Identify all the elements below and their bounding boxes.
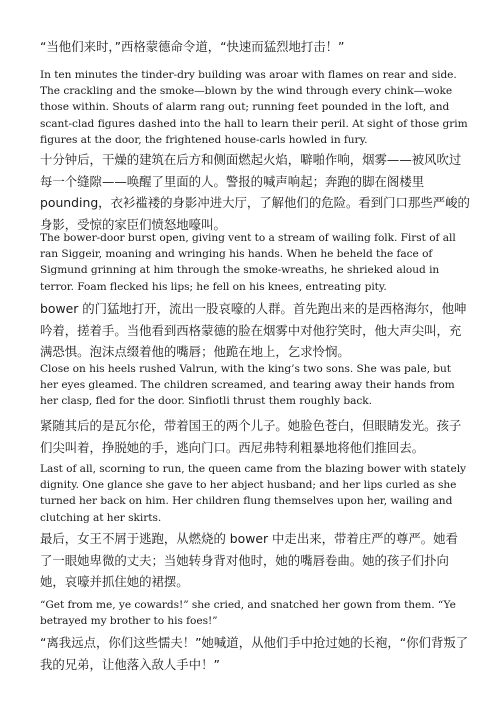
paragraph-zh-3: bower 的门猛地打开，流出一股哀嚎的人群。首先跑出来的是西格海尔，他呻吟着，搓着手。当他看到西格蒙德的脸在烟雾中对他狞笑时，他大声尖叫，充满恐惧。泡沫点缀着他的嘴唇；他跪在地上，乞求怜悯。: [40, 301, 467, 360]
paragraph-zh-5: 最后，女王不屑于逃跑，从燃烧的 bower 中走出来，带着庄严的尊严。她看了一眼她卑微的丈夫；当她转身背对他时，她的嘴唇卷曲。她的孩子们扑向她，哀嚎并抓住她的裙摆。: [40, 531, 458, 590]
paragraph-en-1: In ten minutes the tinder-dry building was aroar with flames on rear and side. The crackling and the smoke—blown by the wind through every chink—woke those within. Shouts of alarm rang out; running feet pounded in the loft, and scant-clad figures dashed into the hall to learn their peril. At sight of those grim figures at the door, the frightened house-carls howled in fury.: [40, 69, 468, 146]
paragraph-en-3: Close on his heels rushed Valrun, with the king’s two sons. She was pale, but her eyes gleamed. The children screamed, and tearing away their hands from her clasp, fled for the door. Sinfiotli thrust them roughly back.: [40, 363, 455, 408]
paragraph-zh-6: “离我远点，你们这些懦夫！”她喊道，从他们手中抢过她的长袍，“你们背叛了我的兄弟，让他落入敌人手中！”: [40, 635, 469, 672]
paragraph-en-2: The bower-door burst open, giving vent to a stream of wailing folk. First of all ran Siggeir, moaning and wringing his hands. When he beheld the face of Sigmund grinning at him through the smoke-wreaths, he shrieked aloud in terror. Foam flecked his lips; he fell on his knees, entreating pity.: [40, 232, 456, 293]
paragraph-en-4: Last of all, scorning to run, the queen came from the blazing bower with stately dignity. One glance she gave to her abject husband; and her lips curled as she turned her back on him. Her children flung themselves upon her, wailing and clutching at her skirts.: [40, 463, 466, 524]
paragraph-zh-2: 十分钟后，干燥的建筑在后方和侧面燃起火焰，噼啪作响，烟雾——被风吹过每一个缝隙——唤醒了里面的人。警报的喊声响起；奔跑的脚在阁楼里pounding，衣衫褴褛的身影冲进大厅，了解他们的危险。看到门口那些严峻的身影，受惊的家臣们愤怒地嚎叫。: [40, 152, 470, 232]
paragraph-en-5: “Get from me, ye cowards!” she cried, and snatched her gown from them. “Ye betrayed my brother to his foes!”: [40, 599, 456, 628]
paragraph-zh-1: “当他们来时，”西格蒙德命令道，“快速而猛烈地打击！”: [40, 39, 345, 54]
paragraph-zh-4: 紧随其后的是瓦尔伦，带着国王的两个儿子。她脸色苍白，但眼睛发光。孩子们尖叫着，挣脱她的手，逃向门口。西尼弗特利粗暴地将他们推回去。: [40, 418, 462, 455]
